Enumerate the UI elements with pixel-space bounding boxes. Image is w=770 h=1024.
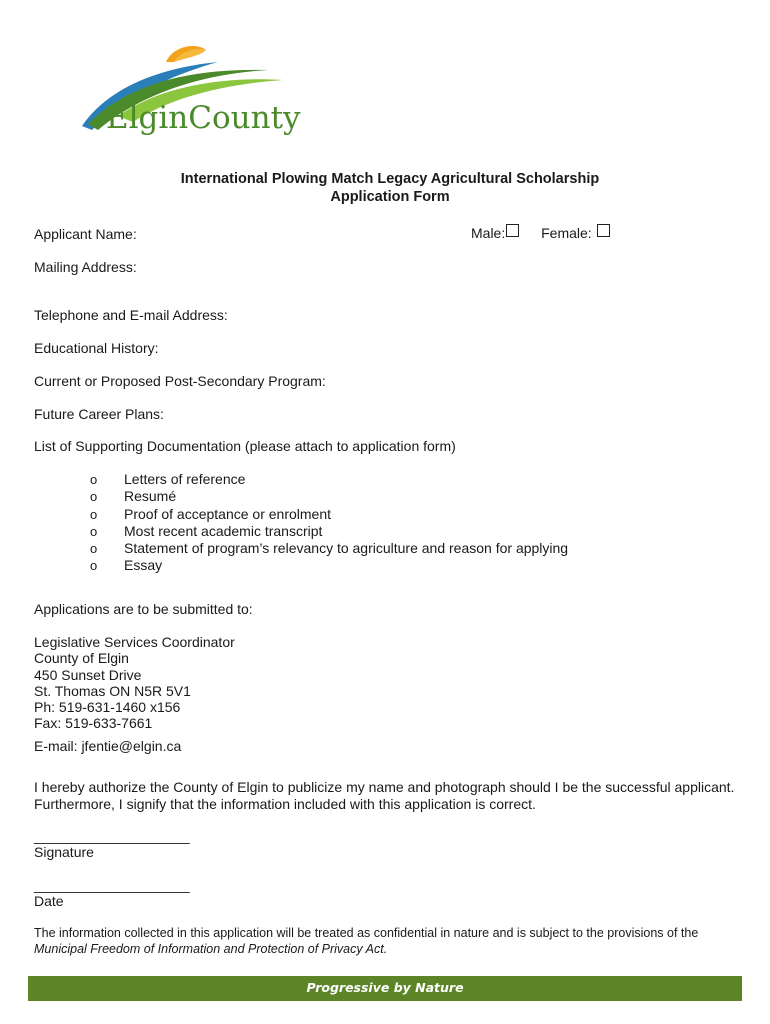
authorization-line: I hereby authorize the County of Elgin to publicize my name and photograph should I be the successful applicant. (34, 779, 735, 795)
bullet-marker: o (90, 489, 98, 505)
list-item (90, 488, 568, 505)
privacy-footnote (34, 926, 754, 957)
form-title: International Plowing Match Legacy Agricultural Scholarship (180, 171, 600, 187)
address-line: 450 Sunset Drive (34, 666, 142, 683)
documents-list (90, 471, 568, 575)
signature-label: Signature (34, 844, 94, 860)
bullet-marker: o (90, 541, 98, 557)
contact-email: E-mail: jfentie@elgin.ca (34, 738, 182, 754)
list-item (90, 557, 568, 574)
list-item (90, 506, 568, 523)
document-item: Letters of reference (124, 471, 246, 487)
date-blank[interactable]: ____________________ (34, 877, 190, 893)
bullet-marker: o (90, 523, 98, 539)
signature-blank[interactable]: ____________________ (34, 828, 190, 844)
document-item: Resumé (124, 488, 177, 505)
male-label: Male: (471, 225, 506, 241)
document-item: Proof of acceptance or enrolment (124, 505, 332, 522)
gender-checkboxes (471, 224, 610, 242)
date-label: Date (34, 893, 64, 909)
telephone-email-label: Telephone and E-mail Address: (34, 307, 228, 323)
authorization-paragraph (34, 779, 754, 813)
footer-banner (28, 976, 742, 1001)
mailing-address-block (34, 634, 235, 732)
footnote-act-name: Municipal Freedom of Information and Protection of Privacy Act. (34, 941, 388, 956)
address-line: Fax: 519-633-7661 (34, 715, 153, 732)
address-line: County of Elgin (34, 650, 129, 667)
document-item: Statement of program’s relevancy to agriculture and reason for applying (124, 540, 569, 557)
elgin-county-logo (78, 40, 301, 150)
address-line: St. Thomas ON N5R 5V1 (34, 682, 191, 699)
career-plans-label: Future Career Plans: (34, 406, 164, 422)
educational-history-label: Educational History: (34, 340, 159, 356)
list-item (90, 523, 568, 540)
male-checkbox[interactable] (506, 224, 519, 237)
document-item: Most recent academic transcript (124, 522, 323, 539)
female-label: Female: (541, 225, 592, 241)
footnote-line: The information collected in this application will be treated as confidential in nature and is subject to the provisions of the (34, 926, 699, 940)
bullet-marker: o (90, 472, 98, 487)
female-checkbox[interactable] (597, 224, 610, 237)
logo-wordmark: ElginCounty (106, 100, 301, 136)
bullet-marker: o (90, 558, 98, 574)
footer-tagline: Progressive by Nature (306, 980, 464, 995)
list-item (90, 540, 568, 557)
bullet-marker: o (90, 506, 98, 522)
address-line: Ph: 519-631-1460 x156 (34, 699, 181, 716)
applicant-name-label: Applicant Name: (34, 226, 137, 242)
supporting-docs-label: List of Supporting Documentation (please attach to application form) (34, 438, 456, 454)
document-item: Essay (124, 557, 163, 574)
mailing-address-label: Mailing Address: (34, 259, 137, 275)
form-subtitle: Application Form (330, 189, 450, 205)
submission-heading: Applications are to be submitted to: (34, 601, 253, 617)
authorization-line: Furthermore, I signify that the information included with this application is correct. (34, 796, 536, 812)
program-label: Current or Proposed Post-Secondary Program: (34, 373, 326, 389)
list-item (90, 471, 568, 488)
address-line: Legislative Services Coordinator (34, 634, 235, 650)
